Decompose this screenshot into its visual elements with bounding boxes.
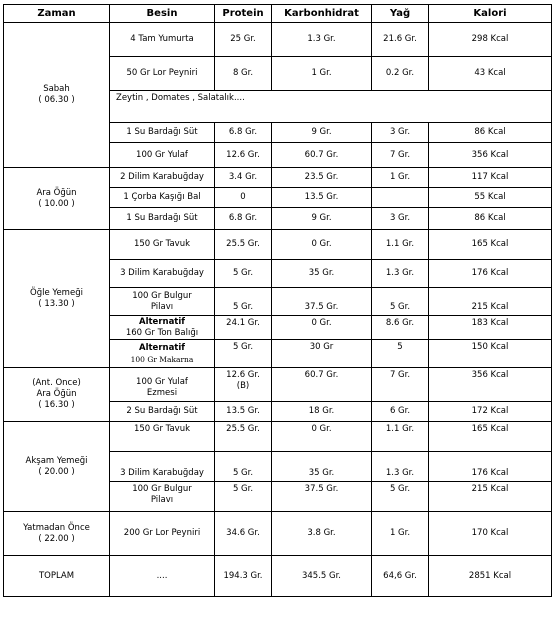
besin-line: 100 Gr Yulaf — [136, 377, 188, 387]
karb-cell: 35 Gr. — [272, 260, 372, 288]
meal-name: Sabah — [43, 84, 70, 94]
meal-cell-ara-ogun-1 — [4, 168, 110, 230]
protein-line: (B) — [236, 381, 250, 391]
yag-cell: 21.6 Gr. — [372, 23, 429, 57]
besin-cell: 150 Gr Tavuk — [110, 422, 215, 452]
protein-line: 12.6 Gr. — [226, 370, 260, 380]
besin-cell: 1 Su Bardağı Süt — [110, 123, 215, 143]
kalori-cell: 165 Kcal — [429, 230, 551, 260]
total-karb: 345.5 Gr. — [272, 556, 372, 596]
protein-cell: 25.5 Gr. — [215, 230, 272, 260]
protein-cell: 25.5 Gr. — [215, 422, 272, 452]
besin-cell: 200 Gr Lor Peyniri — [110, 512, 215, 556]
total-protein: 194.3 Gr. — [215, 556, 272, 596]
header-zaman: Zaman — [4, 5, 110, 23]
total-kalori: 2851 Kcal — [468, 570, 512, 581]
karb-cell: 1.3 Gr. — [272, 23, 372, 57]
karb-cell: 13.5 Gr. — [272, 188, 372, 208]
kalori-cell: 183 Kcal — [429, 316, 551, 340]
yag-cell: 8.6 Gr. — [372, 316, 429, 340]
yag-cell: 0.2 Gr. — [372, 57, 429, 91]
header-besin: Besin — [110, 5, 215, 23]
yag-cell: 3 Gr. — [372, 123, 429, 143]
kalori-cell: 117 Kcal — [429, 168, 551, 188]
kalori-cell: 43 Kcal — [429, 57, 551, 91]
karb-cell: 60.7 Gr. — [272, 143, 372, 168]
kalori-cell: 170 Kcal — [429, 512, 551, 556]
total-row — [4, 556, 551, 596]
besin-cell — [110, 482, 215, 512]
table-row — [4, 512, 551, 556]
table-row — [4, 23, 551, 57]
besin-cell: 50 Gr Lor Peyniri — [110, 57, 215, 91]
protein-cell: 3.4 Gr. — [215, 168, 272, 188]
karb-cell: 3.8 Gr. — [272, 512, 372, 556]
meal-cell-ogle — [4, 230, 110, 368]
karb-cell: 23.5 Gr. — [272, 168, 372, 188]
kalori-cell: 165 Kcal — [429, 422, 551, 452]
meal-cell-aksam — [4, 422, 110, 512]
table-row — [4, 230, 551, 260]
yag-cell: 5 Gr. — [372, 482, 429, 512]
protein-cell: 5 Gr. — [215, 340, 272, 368]
protein-cell: 6.8 Gr. — [215, 208, 272, 230]
meal-pre: (Ant. Once) — [32, 378, 81, 388]
kalori-cell: 176 Kcal — [429, 260, 551, 288]
besin-cell — [110, 340, 215, 368]
kalori-cell: 215 Kcal — [429, 288, 551, 316]
header-kalori: Kalori — [429, 5, 551, 23]
header-yag: Yağ — [372, 5, 429, 23]
kalori-cell: 356 Kcal — [429, 368, 551, 402]
meal-cell-yatmadan — [4, 512, 110, 556]
besin-cell: 2 Su Bardağı Süt — [110, 402, 215, 422]
besin-cell: 4 Tam Yumurta — [110, 23, 215, 57]
yag-cell: 1 Gr. — [372, 168, 429, 188]
total-label: TOPLAM — [4, 556, 110, 596]
besin-cell: 150 Gr Tavuk — [110, 230, 215, 260]
table-row — [4, 368, 551, 402]
kalori-cell: 176 Kcal — [429, 452, 551, 482]
yag-cell: 3 Gr. — [372, 208, 429, 230]
nutrition-table — [3, 4, 552, 597]
besin-line: 100 Gr Bulgur — [132, 291, 192, 301]
meal-time: ( 10.00 ) — [38, 198, 75, 209]
kalori-cell: 86 Kcal — [429, 123, 551, 143]
besin-line: Ezmesi — [146, 388, 178, 398]
kalori-cell: 356 Kcal — [429, 143, 551, 168]
besin-cell: 3 Dilim Karabuğday — [110, 260, 215, 288]
meal-time: ( 13.30 ) — [38, 298, 75, 309]
meal-cell-sabah — [4, 23, 110, 168]
protein-cell — [215, 368, 272, 402]
kalori-cell: 172 Kcal — [429, 402, 551, 422]
meal-time: ( 16.30 ) — [38, 400, 75, 410]
protein-cell: 25 Gr. — [215, 23, 272, 57]
besin-line: 160 Gr Ton Balığı — [125, 327, 199, 338]
karb-cell: 37.5 Gr. — [272, 482, 372, 512]
yag-cell: 7 Gr. — [372, 143, 429, 168]
kalori-cell: 150 Kcal — [429, 340, 551, 368]
alternatif-label: Alternatif — [139, 316, 185, 327]
yag-cell: 6 Gr. — [372, 402, 429, 422]
karb-cell: 0 Gr. — [272, 316, 372, 340]
karb-cell: 35 Gr. — [272, 452, 372, 482]
yag-cell — [372, 188, 429, 208]
yag-cell: 1.1 Gr. — [372, 422, 429, 452]
kalori-cell: 86 Kcal — [429, 208, 551, 230]
note-cell: Zeytin , Domates , Salatalık.... — [110, 91, 551, 123]
meal-name: Yatmadan Önce — [23, 522, 90, 533]
total-besin: .... — [110, 556, 215, 596]
karb-cell: 37.5 Gr. — [272, 288, 372, 316]
protein-cell: 5 Gr. — [215, 288, 272, 316]
yag-cell: 5 Gr. — [372, 288, 429, 316]
yag-cell: 7 Gr. — [372, 368, 429, 402]
meal-time: ( 06.30 ) — [38, 95, 75, 105]
protein-cell: 0 — [215, 188, 272, 208]
meal-name: Ara Öğün — [36, 187, 77, 198]
alternatif-label: Alternatif — [139, 342, 185, 353]
besin-line: 100 Gr Bulgur — [132, 484, 192, 494]
kalori-cell: 55 Kcal — [429, 188, 551, 208]
karb-cell: 1 Gr. — [272, 57, 372, 91]
karb-cell: 9 Gr. — [272, 123, 372, 143]
yag-cell: 1.3 Gr. — [372, 452, 429, 482]
kalori-cell: 298 Kcal — [429, 23, 551, 57]
besin-cell — [110, 368, 215, 402]
karb-cell: 30 Gr — [272, 340, 372, 368]
yag-cell: 1.3 Gr. — [372, 260, 429, 288]
protein-cell: 5 Gr. — [215, 482, 272, 512]
protein-cell: 5 Gr. — [215, 260, 272, 288]
karb-cell: 9 Gr. — [272, 208, 372, 230]
karb-cell: 0 Gr. — [272, 422, 372, 452]
meal-cell-ara-ogun-2 — [4, 368, 110, 422]
protein-cell: 8 Gr. — [215, 57, 272, 91]
karb-cell: 60.7 Gr. — [272, 368, 372, 402]
protein-cell: 13.5 Gr. — [215, 402, 272, 422]
besin-cell: 1 Çorba Kaşığı Bal — [110, 188, 215, 208]
meal-time: ( 20.00 ) — [38, 466, 75, 477]
yag-cell: 1.1 Gr. — [372, 230, 429, 260]
protein-cell: 5 Gr. — [215, 452, 272, 482]
yag-cell: 5 — [372, 340, 429, 368]
header-karbonhidrat: Karbonhidrat — [272, 5, 372, 23]
protein-cell: 6.8 Gr. — [215, 123, 272, 143]
protein-cell: 34.6 Gr. — [215, 512, 272, 556]
meal-name: Öğle Yemeği — [30, 287, 83, 298]
besin-cell — [110, 288, 215, 316]
besin-line: 100 Gr Makarna — [130, 354, 194, 364]
besin-cell: 100 Gr Yulaf — [110, 143, 215, 168]
header-row — [4, 5, 551, 23]
besin-cell — [110, 316, 215, 340]
meal-time: ( 22.00 ) — [38, 533, 75, 544]
header-protein: Protein — [215, 5, 272, 23]
total-yag: 64,6 Gr. — [372, 556, 429, 596]
besin-cell: 3 Dilim Karabuğday — [110, 452, 215, 482]
karb-cell: 18 Gr. — [272, 402, 372, 422]
protein-cell: 24.1 Gr. — [215, 316, 272, 340]
meal-name: Akşam Yemeği — [25, 455, 88, 466]
besin-line: Pilavı — [150, 302, 174, 312]
karb-cell: 0 Gr. — [272, 230, 372, 260]
besin-cell: 1 Su Bardağı Süt — [110, 208, 215, 230]
kalori-cell: 215 Kcal — [429, 482, 551, 512]
besin-cell: 2 Dilim Karabuğday — [110, 168, 215, 188]
table-row — [4, 168, 551, 188]
yag-cell: 1 Gr. — [372, 512, 429, 556]
besin-line: Pilavı — [150, 495, 174, 505]
meal-name: Ara Öğün — [36, 389, 77, 399]
protein-cell: 12.6 Gr. — [215, 143, 272, 168]
table-row — [4, 422, 551, 452]
